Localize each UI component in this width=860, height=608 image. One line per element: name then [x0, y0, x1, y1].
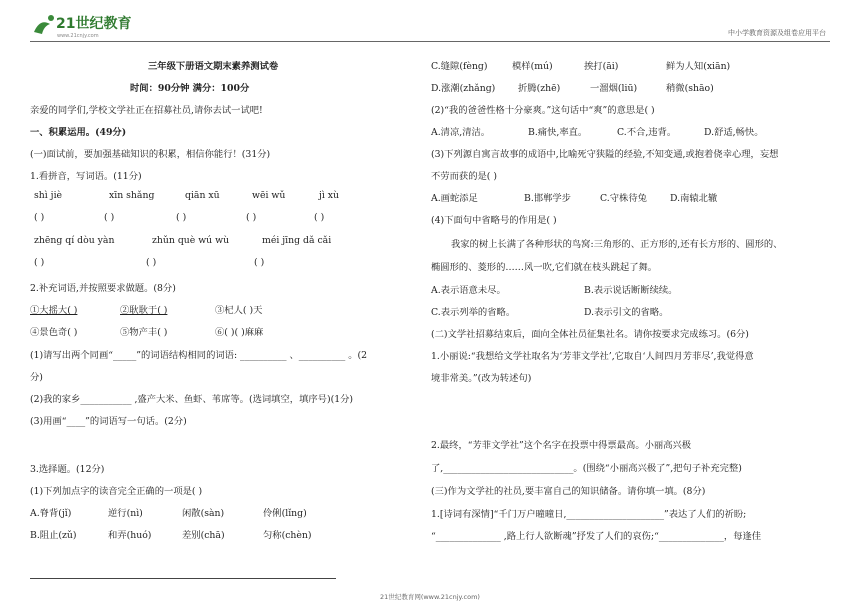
answer-blank[interactable]: ( ) [176, 212, 187, 223]
pinyin-item: qiān xū [185, 190, 220, 201]
choice-option: 差别(chā) [182, 530, 225, 541]
choice-option: B.痛快,率直。 [528, 127, 588, 138]
runner-icon [34, 22, 50, 34]
choice-option: 折腾(zhē) [518, 83, 561, 94]
question-text: 了,____________________________。(围绕“小丽高兴极了”,把句子补充完整) [431, 463, 742, 474]
footer-text: 21世纪教育网(www.21cnjy.com) [380, 593, 480, 601]
idiom-item: ⑥( )( )麻麻 [215, 327, 264, 338]
subquestion: (1)下列加点字的读音完全正确的一项是( ) [30, 486, 203, 497]
choice-option: C.表示列举的省略。 [431, 307, 516, 318]
choice-option: D.舒适,畅快。 [704, 127, 764, 138]
passage-text: 椭圆形的、菱形的……风一吹,它们就在枝头跳起了舞。 [431, 262, 658, 273]
choice-option: 鲜为人知(xiān) [666, 61, 731, 72]
choice-option: D.南辕北辙 [670, 193, 718, 204]
pinyin-item: jì xù [319, 190, 340, 201]
idiom-item: ①大摇大( ) [30, 305, 78, 316]
intro-text: 亲爱的同学们,学校文学社正在招募社员,请你去试一试吧! [30, 105, 263, 116]
choice-option: 模样(mú) [512, 61, 553, 72]
question-text: 境非常美。”(改为转述句) [431, 373, 532, 384]
choice-option: C.守株待兔 [600, 193, 647, 204]
choice-option: D.表示引文的省略。 [584, 307, 669, 318]
site-logo [30, 10, 145, 40]
choice-option: A.表示语意未尽。 [431, 285, 506, 296]
pinyin-item: méi jīng dǎ cǎi [262, 235, 332, 246]
choice-option: A.脊背(jǐ) [30, 508, 72, 519]
choice-option: 和弄(huó) [108, 530, 152, 541]
answer-blank[interactable]: ( ) [104, 212, 115, 223]
choice-option: B.邯郸学步 [524, 193, 571, 204]
choice-option: A.清凉,清洁。 [431, 127, 491, 138]
question-3: 3.选择题。(12分) [30, 464, 105, 475]
footer-rule [30, 578, 336, 579]
subquestion: (3)下列源自寓言故事的成语中,比喻死守狭隘的经验,不知变通,或抱着侥幸心理，妄想 [431, 149, 779, 160]
pinyin-item: wēi wǔ [252, 190, 286, 201]
question-text: 1.小丽说:“我想给文学社取名为‘芳菲文学社’,它取自‘人间四月芳菲尽’,我觉得意 [431, 351, 754, 362]
pinyin-item: shì jiè [34, 190, 63, 201]
subquestion-cont: 分) [30, 372, 43, 383]
idiom-item: ②耿耿于( ) [120, 305, 168, 316]
idiom-item: ④景色奇( ) [30, 327, 78, 338]
choice-option: 伶俐(lǐng) [263, 508, 307, 519]
answer-blank[interactable]: ( ) [246, 212, 257, 223]
subsection-heading: (三)作为文学社的社员,要丰富自己的知识储备。请你填一填。(8分) [431, 486, 706, 497]
answer-blank[interactable]: ( ) [314, 212, 325, 223]
subquestion: (2)我的家乡___________ ,盛产大米、鱼虾、苇席等。(选词填空，填序号)(1分) [30, 394, 354, 405]
choice-option: 闲散(sàn) [182, 508, 225, 519]
choice-option: B.阻止(zǔ) [30, 530, 77, 541]
question-text: “______________ ,路上行人欲断魂”抒发了人们的哀伤;“______________，每逢佳 [431, 531, 762, 542]
choice-option: 一溜烟(liū) [590, 83, 638, 94]
question-1: 1.看拼音，写词语。(11分) [30, 171, 142, 182]
choice-option: A.画蛇添足 [431, 193, 478, 204]
question-text: 2.最终，“芳菲文学社”这个名字在投票中得票最高。小丽高兴极 [431, 440, 692, 451]
answer-blank[interactable]: ( ) [254, 257, 265, 268]
pinyin-item: zhǔn què wú wù [152, 235, 230, 246]
answer-blank[interactable]: ( ) [146, 257, 157, 268]
idiom-item: ③杞人( )天 [215, 305, 263, 316]
subsection-heading: (二)文学社招募结束后，面向全体社员征集社名。请你按要求完成练习。(6分) [431, 329, 749, 340]
subquestion: (3)用画“____”的词语写一句话。(2分) [30, 416, 187, 427]
idiom-item: ⑤物产丰( ) [120, 327, 168, 338]
answer-blank[interactable]: ( ) [34, 212, 45, 223]
choice-option: 匀称(chèn) [263, 530, 312, 541]
subsection-heading: (一)面试前，要加强基础知识的积累，相信你能行！(31分) [30, 149, 271, 160]
answer-blank[interactable]: ( ) [34, 257, 45, 268]
passage-text: 我家的树上长满了各种形状的鸟窝:三角形的、正方形的,还有长方形的、圆形的、 [451, 239, 783, 250]
logo-subtext: www.21cnjy.com [57, 33, 99, 39]
subquestion: (2)“我的爸爸性格十分豪爽。”这句话中“爽”的意思是( ) [431, 105, 655, 116]
question-2: 2.补充词语,并按照要求做题。(8分) [30, 283, 176, 294]
subquestion: (1)请写出两个同画“_____”的词语结构相同的词语: __________ 、__________ 。(2 [30, 350, 368, 361]
pinyin-item: xīn shǎng [109, 190, 155, 201]
header-rule [30, 41, 830, 42]
question-text: 1.[诗词有深情]“千门万户曈曈日,_____________________”表达了人们的祈盼; [431, 509, 747, 520]
choice-option: C.缝隙(fèng) [431, 61, 488, 72]
logo-text: 21世纪教育 [56, 16, 132, 32]
choice-option: 挨打(āi) [584, 61, 619, 72]
choice-option: 稍微(shāo) [666, 83, 714, 94]
platform-name: 中小学教育资源及组卷应用平台 [728, 29, 826, 37]
exam-title: 三年级下册语文期末素养测试卷 [148, 61, 279, 72]
section-heading: 一、积累运用。(49分) [30, 127, 127, 138]
subquestion-cont: 不劳而获的是( ) [431, 171, 497, 182]
choice-option: D.涨潮(zhǎng) [431, 83, 496, 94]
choice-option: C.不合,违背。 [617, 127, 677, 138]
choice-option: B.表示说话断断续续。 [584, 285, 678, 296]
pinyin-item: zhēng qí dòu yàn [34, 235, 115, 246]
choice-option: 逆行(nì) [108, 508, 143, 519]
subquestion: (4)下面句中省略号的作用是( ) [431, 215, 557, 226]
exam-subtitle: 时间：90分钟 满分：100分 [130, 83, 250, 94]
